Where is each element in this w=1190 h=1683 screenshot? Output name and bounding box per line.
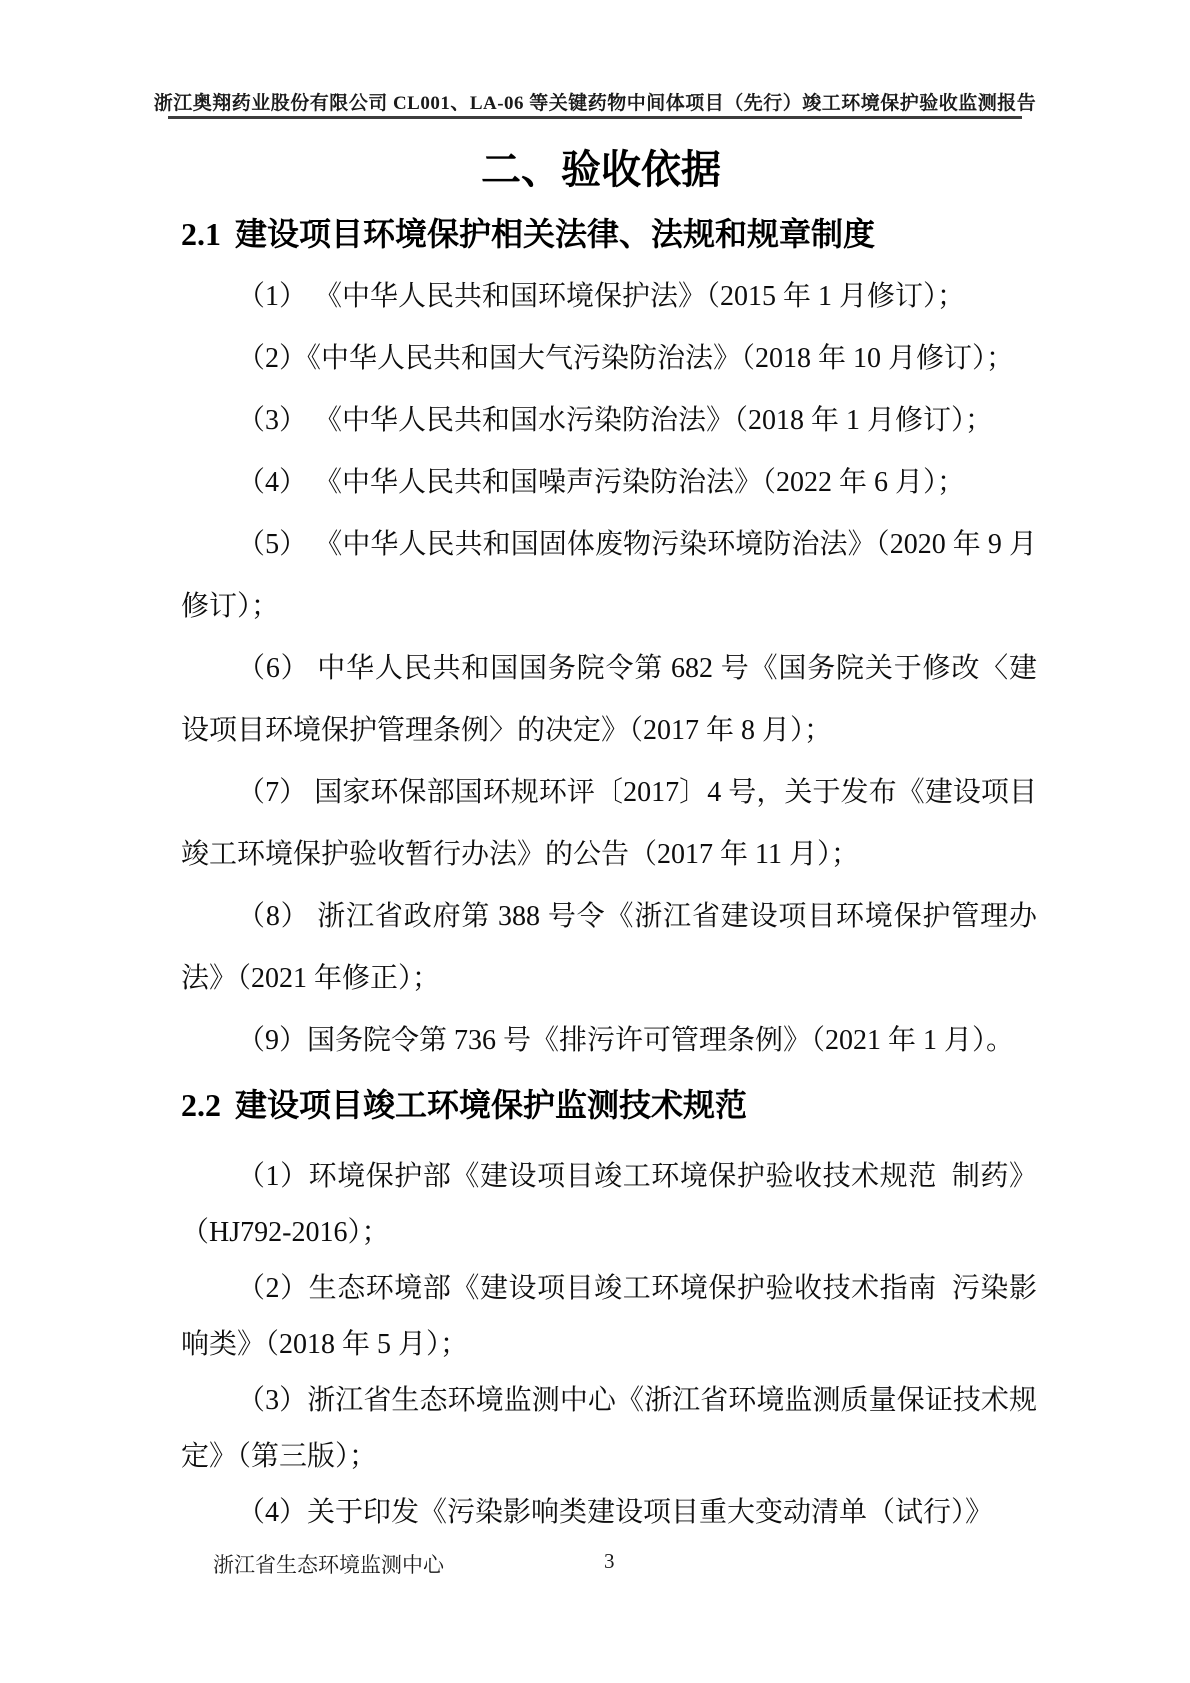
section-2-2-number: 2.2 — [181, 1087, 221, 1123]
section-2-2-items — [181, 1149, 1037, 1541]
legal-reference-item-3: （3） 《中华人民共和国水污染防治法》（2018 年 1 月修订）； — [237, 405, 994, 436]
legal-reference-item-2: （2）《中华人民共和国大气污染防治法》（2018 年 10 月修订）； — [237, 343, 1015, 374]
section-2-1-number: 2.1 — [181, 216, 221, 252]
footer-page-number: 3 — [604, 1549, 615, 1573]
running-header-title: 浙江奥翔药业股份有限公司 CL001、LA-06 等关键药物中间体项目（先行）竣工环境保护验收监测报告 — [153, 93, 1037, 114]
header-divider-rule — [168, 116, 1022, 119]
legal-reference-item-6: （6） 中华人民共和国国务院令第 682 号《国务院关于修改〈建设项目环境保护管理条例〉的决定》（2017 年 8 月）； — [181, 653, 1037, 746]
technical-standard-item-3: （3）浙江省生态环境监测中心《浙江省环境监测质量保证技术规定》（第三版）； — [181, 1385, 1037, 1472]
legal-reference-item-8: （8） 浙江省政府第 388 号令《浙江省建设项目环境保护管理办法》（2021 年修正）； — [181, 901, 1037, 994]
technical-standard-item-4: （4）关于印发《污染影响类建设项目重大变动清单（试行）》 — [237, 1497, 994, 1528]
page-title: 二、验收依据 — [481, 147, 721, 192]
legal-reference-item-5: （5） 《中华人民共和国固体废物污染环境防治法》（2020 年 9 月修订）； — [181, 529, 1037, 622]
section-2-1-items — [181, 266, 1037, 1072]
legal-reference-item-4: （4） 《中华人民共和国噪声污染防治法》（2022 年 6 月）； — [237, 467, 966, 498]
legal-reference-item-7: （7） 国家环保部国环规环评〔2017〕4 号，关于发布《建设项目竣工环境保护验收暂行办法》的公告（2017 年 11 月）； — [181, 777, 1037, 870]
section-2-1-heading-text: 建设项目环境保护相关法律、法规和规章制度 — [235, 216, 876, 252]
technical-standard-item-1: （1）环境保护部《建设项目竣工环境保护验收技术规范 制药》（HJ792-2016）； — [181, 1161, 1037, 1248]
section-2-2-heading — [181, 1085, 1041, 1125]
section-2-2-heading-text: 建设项目竣工环境保护监测技术规范 — [235, 1087, 748, 1123]
footer-organization: 浙江省生态环境监测中心 — [213, 1553, 444, 1577]
legal-reference-item-9: （9）国务院令第 736 号《排污许可管理条例》（2021 年 1 月）。 — [237, 1025, 1015, 1056]
section-2-1-heading — [181, 214, 1041, 254]
technical-standard-item-2: （2）生态环境部《建设项目竣工环境保护验收技术指南 污染影响类》（2018 年 5 月）； — [181, 1273, 1037, 1360]
legal-reference-item-1: （1） 《中华人民共和国环境保护法》（2015 年 1 月修订）； — [237, 281, 966, 312]
